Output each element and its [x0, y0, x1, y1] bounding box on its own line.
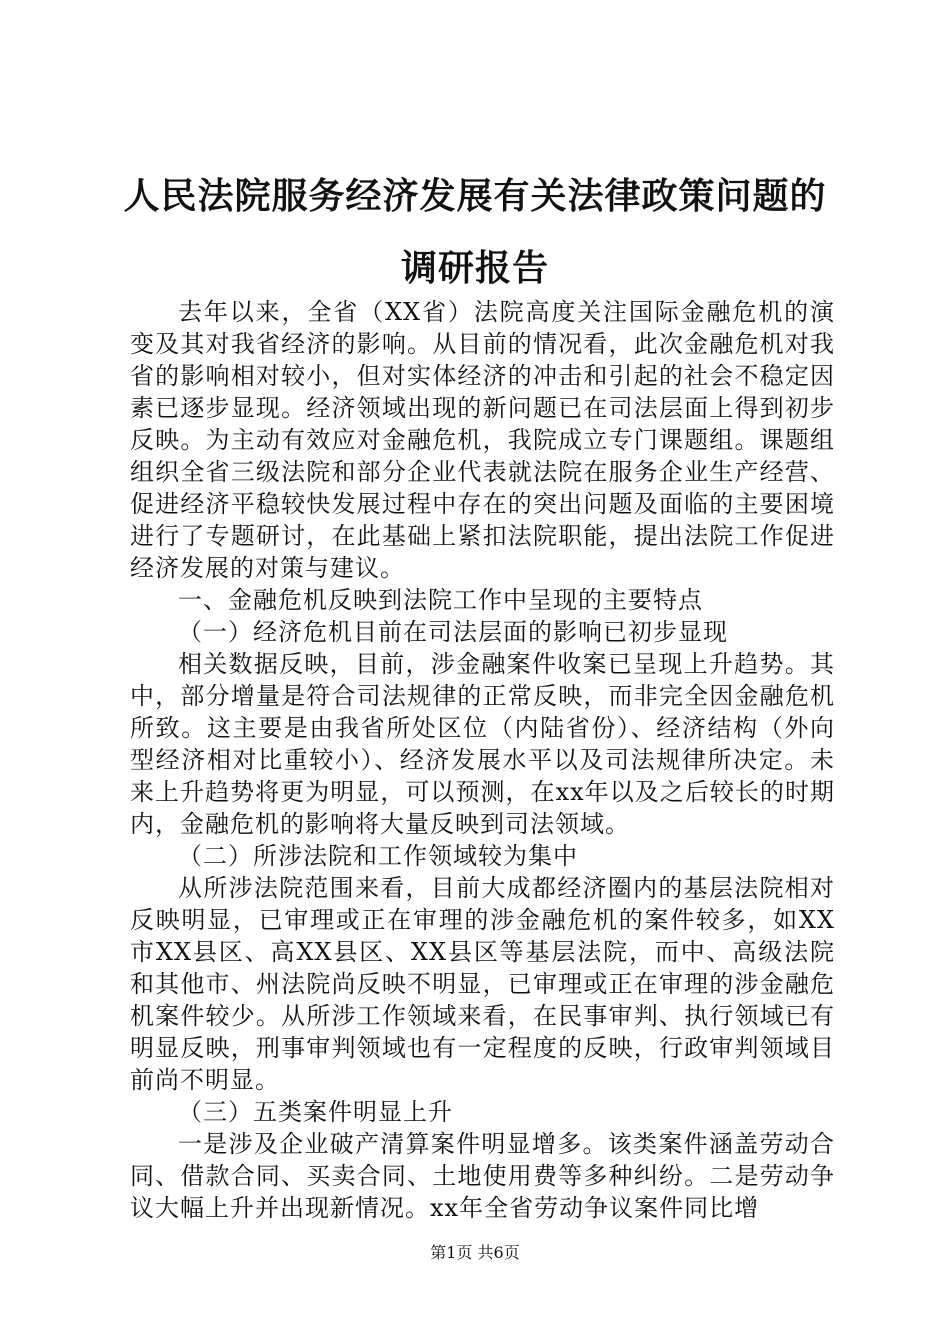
- subsection-heading: （二）所涉法院和工作领域较为集中: [178, 842, 578, 870]
- document-title: 人民法院服务经济发展有关法律政策问题的调研报告: [123, 175, 827, 289]
- paragraph: 从所涉法院范围来看，目前大成都经济圈内的基层法院相对反映明显，已审理或正在审理的涉金融危机的案件较多，如XX市XX县区、高XX县区、XX县区等基层法院，而中、高级法院和其他市、州法院尚反映不明显，已审理或正在审理的涉金融危机案件较少。从所涉工作领域来看，在民事审判、执行领域已有明显反映，刑事审判领域也有一定程度的反映，行政审判领域目前尚不明显。: [130, 874, 835, 1094]
- paragraph: 相关数据反映，目前，涉金融案件收案已呈现上升趋势。其中，部分增量是符合司法规律的正常反映，而非完全因金融危机所致。这主要是由我省所处区位（内陆省份）、经济结构（外向型经济相对比重较小）、经济发展水平以及司法规律所决定。未来上升趋势将更为明显，可以预测，在xx年以及之后较长的时期内，金融危机的影响将大量反映到司法领域。: [130, 650, 835, 838]
- document-body: [130, 296, 835, 1224]
- page-footer: 第1页 共6页: [430, 1243, 520, 1262]
- section-heading: 一、金融危机反映到法院工作中呈现的主要特点: [178, 586, 703, 614]
- subsection-heading: （一）经济危机目前在司法层面的影响已初步显现: [178, 618, 728, 646]
- paragraph: 去年以来，全省（XX省）法院高度关注国际金融危机的演变及其对我省经济的影响。从目前的情况看，此次金融危机对我省的影响相对较小，但对实体经济的冲击和引起的社会不稳定因素已逐步显现。经济领域出现的新问题已在司法层面上得到初步反映。为主动有效应对金融危机，我院成立专门课题组。课题组组织全省三级法院和部分企业代表就法院在服务企业生产经营、促进经济平稳较快发展过程中存在的突出问题及面临的主要困境进行了专题研讨，在此基础上紧扣法院职能，提出法院工作促进经济发展的对策与建议。: [130, 298, 835, 582]
- paragraph: 一是涉及企业破产清算案件明显增多。该类案件涵盖劳动合同、借款合同、买卖合同、土地使用费等多种纠纷。二是劳动争议大幅上升并出现新情况。xx年全省劳动争议案件同比增: [130, 1130, 835, 1222]
- subsection-heading: （三）五类案件明显上升: [178, 1098, 453, 1126]
